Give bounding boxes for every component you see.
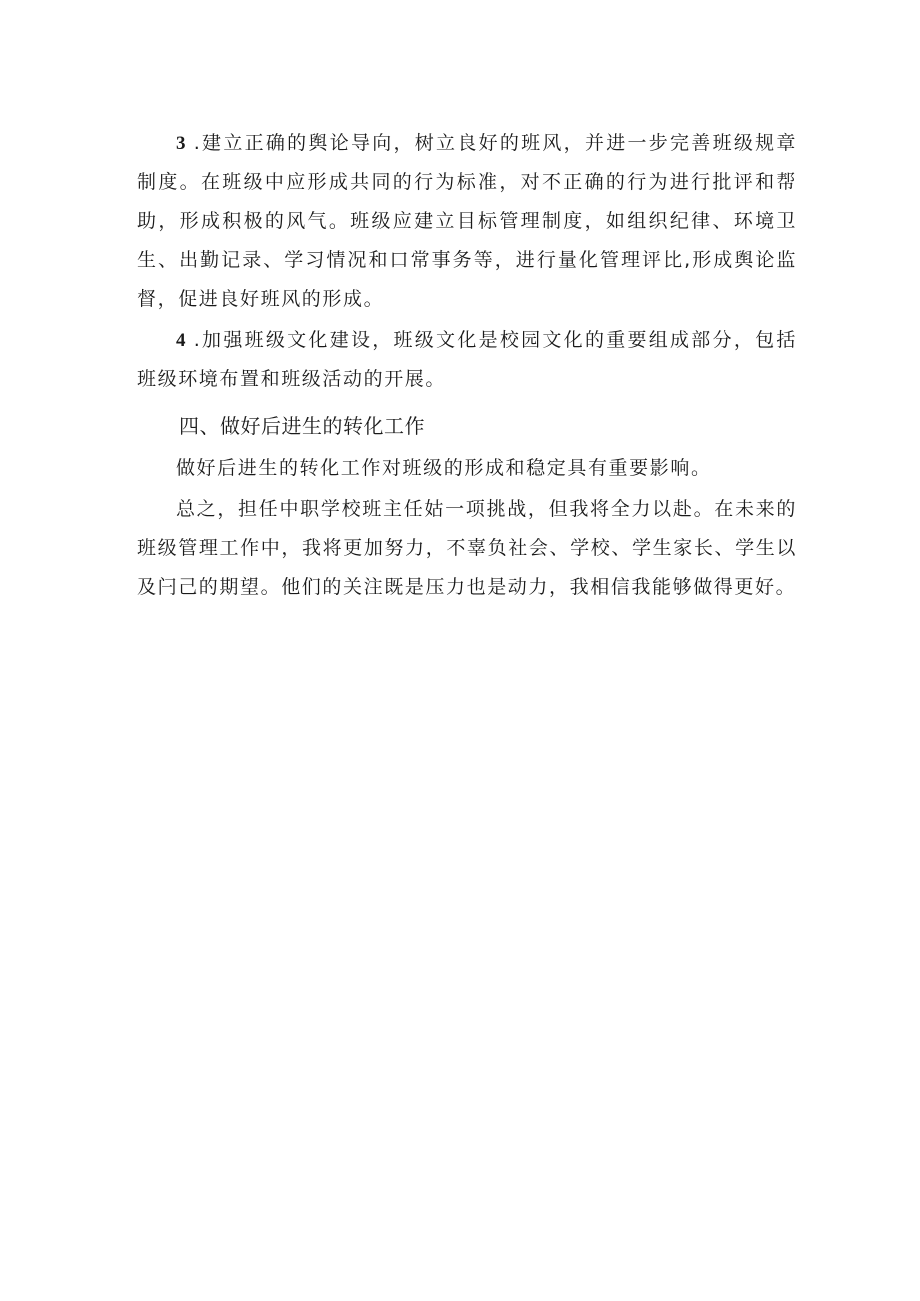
paragraph-item-4 xyxy=(137,321,797,399)
item-number: 4 xyxy=(175,330,186,351)
document-page xyxy=(137,124,797,607)
paragraph-text: .加强班级文化建设，班级文化是校园文化的重要组成部分，包括班级环境布置和班级活动的开展。 xyxy=(137,329,797,390)
section-heading: 四、做好后进生的转化工作 xyxy=(179,414,425,438)
item-number: 3 xyxy=(175,133,186,154)
conclusion-paragraph: 总之，担任中职学校班主任姑一项挑战，但我将全力以赴。在未来的班级管理工作中，我将更加努力，不辜负社会、学校、学生家长、学生以及闩己的期望。他们的关注既是压力也是动力，我相信我能够做得更好。 xyxy=(137,498,797,598)
paragraph-item-3 xyxy=(137,124,797,319)
body-paragraph: 做好后进生的转化工作对班级的形成和稳定具有重要影响。 xyxy=(175,457,712,479)
paragraph-text: .建立正确的舆论导向，树立良好的班风，并进一步完善班级规章制度。在班级中应形成共同的行为标准，对不正确的行为进行批评和帮助，形成积极的风气。班级应建立目标管理制度，如组织纪律、环境卫生、出勤记录、学习情况和口常事务等，进行量化管理评比,形成舆论监督，促进良好班风的形成。 xyxy=(137,132,797,310)
